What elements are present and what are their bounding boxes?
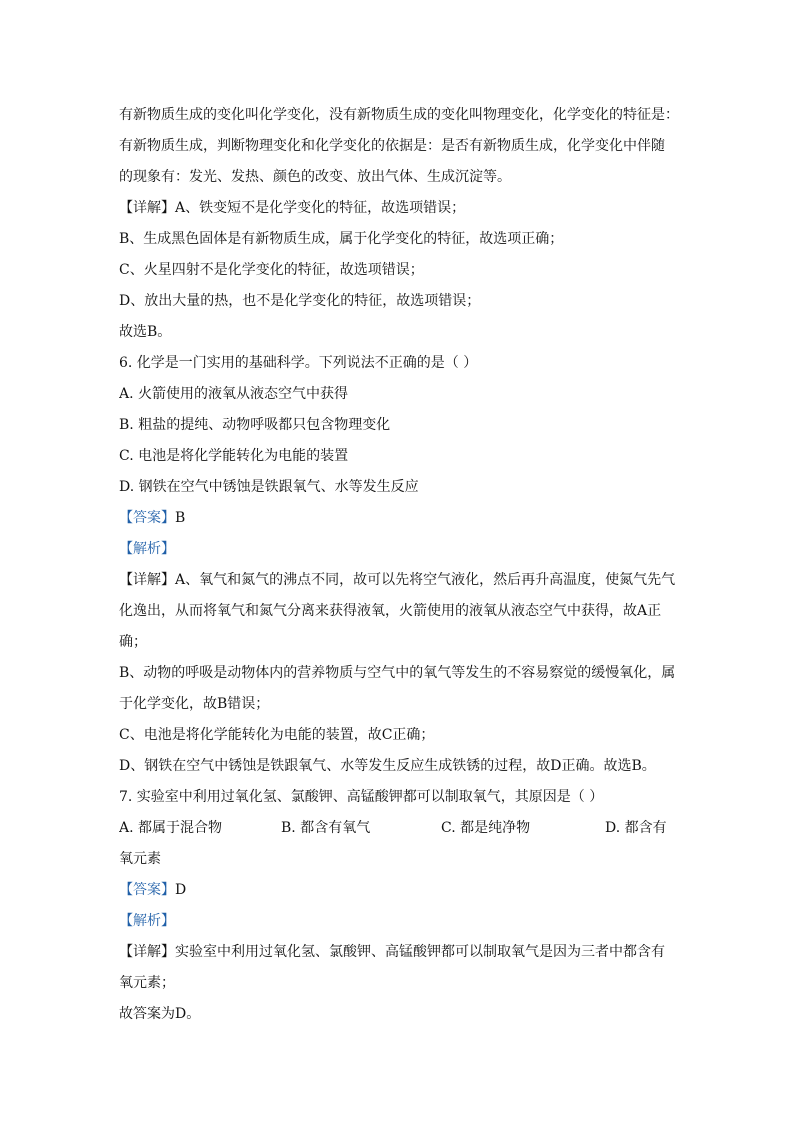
text-line: D、钢铁在空气中锈蚀是铁跟氧气、水等发生反应生成铁锈的过程，故D正确。故选B。: [119, 758, 656, 774]
option-c: C. 电池是将化学能转化为电能的装置: [119, 448, 349, 464]
analysis-tag: 【解析】: [119, 913, 175, 929]
question-stem: 7. 实验室中利用过氧化氢、氯酸钾、高锰酸钾都可以制取氧气，其原因是（ ）: [119, 789, 604, 805]
answer-line: [119, 875, 679, 906]
text-line: C、火星四射不是化学变化的特征，故选项错误；: [119, 262, 424, 278]
analysis-line: [119, 906, 679, 937]
question-stem: 6. 化学是一门实用的基础科学。下列说法不正确的是（ ）: [119, 355, 478, 371]
option-b: B. 都含有氧气: [281, 820, 371, 836]
text-line: 的现象有：发光、发热、颜色的改变、放出气体、生成沉淀等。: [119, 169, 511, 185]
analysis-tag: 【解析】: [119, 541, 175, 557]
answer-line: [119, 503, 679, 534]
detail-text: A、氧气和氮气的沸点不同，故可以先将空气液化，然后再升高温度，使氮气先气: [175, 572, 676, 588]
detail-line: [119, 565, 679, 596]
document-body: [119, 100, 679, 1030]
text-line: C、电池是将化学能转化为电能的装置，故C正确；: [119, 727, 435, 743]
option-c: C. 都是纯净物: [441, 820, 531, 836]
text-line: B、动物的呼吸是动物体内的营养物质与空气中的氧气等发生的不容易察觉的缓慢氧化，属: [119, 665, 676, 681]
text-line: 故选B。: [119, 324, 172, 340]
detail-tag: 【详解】: [119, 572, 175, 588]
text-line: D、放出大量的热，也不是化学变化的特征，故选项错误；: [119, 293, 481, 309]
text-line: 故答案为D。: [119, 1006, 201, 1022]
detail-tag: 【详解】: [119, 944, 175, 960]
text-line: 有新物质生成，判断物理变化和化学变化的依据是：是否有新物质生成，化学变化中伴随: [119, 138, 665, 154]
text-line: 确；: [119, 634, 147, 650]
option-d: D. 都含有: [605, 820, 667, 836]
detail-text: A、铁变短不是化学变化的特征，故选项错误；: [175, 200, 466, 216]
answer-value: D: [175, 882, 187, 898]
answer-tag: 【答案】: [119, 882, 175, 898]
analysis-line: [119, 534, 679, 565]
text-line: 有新物质生成的变化叫化学变化，没有新物质生成的变化叫物理变化，化学变化的特征是：: [119, 107, 679, 123]
text-line: B、生成黑色固体是有新物质生成，属于化学变化的特征，故选项正确；: [119, 231, 564, 247]
detail-tag: 【详解】: [119, 200, 175, 216]
detail-text: 实验室中利用过氧化氢、氯酸钾、高锰酸钾都可以制取氧气是因为三者中都含有: [175, 944, 665, 960]
option-a: A. 都属于混合物: [119, 820, 223, 836]
q5-detail-line: [119, 193, 679, 224]
text-line: 于化学变化，故B错误；: [119, 696, 270, 712]
option-d: D. 钢铁在空气中锈蚀是铁跟氧气、水等发生反应: [119, 479, 419, 495]
answer-value: B: [175, 510, 186, 526]
options-row: [119, 813, 679, 844]
answer-tag: 【答案】: [119, 510, 175, 526]
option-a: A. 火箭使用的液氧从液态空气中获得: [119, 386, 349, 402]
detail-line: [119, 937, 679, 968]
option-d-wrap: 氧元素: [119, 851, 161, 867]
text-line: 化逸出，从而将氧气和氮气分离来获得液氧，火箭使用的液氧从液态空气中获得，故A正: [119, 603, 662, 619]
text-line: 氧元素；: [119, 975, 175, 991]
option-b: B. 粗盐的提纯、动物呼吸都只包含物理变化: [119, 417, 391, 433]
